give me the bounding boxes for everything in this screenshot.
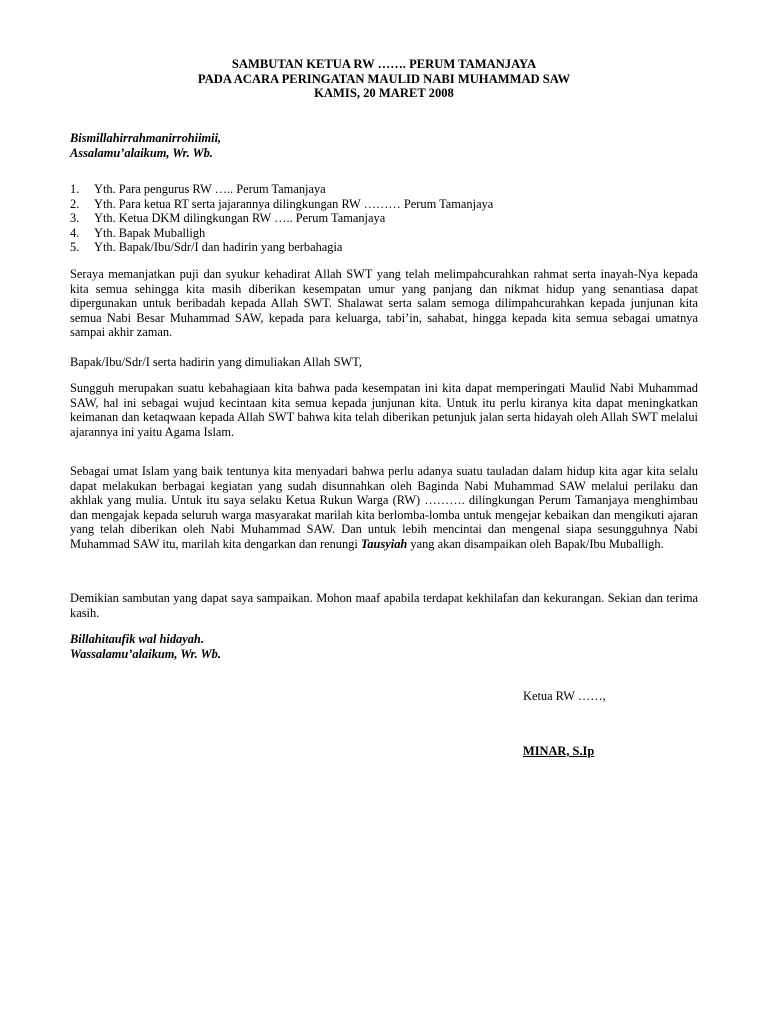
- list-number: 1.: [70, 182, 80, 196]
- list-item: [70, 211, 698, 226]
- basmalah: Bismillahirrahmanirrohiimii,: [70, 131, 222, 145]
- title-line-2: PADA ACARA PERINGATAN MAULID NABI MUHAMMAD SAW: [197, 71, 571, 86]
- list-text: Yth. Bapak Muballigh: [94, 225, 206, 240]
- paragraph-closing: Demikian sambutan yang dapat saya sampaikan. Mohon maaf apabila terdapat kekhilafan dan kekurangan. Sekian dan terima kasih.: [70, 591, 698, 620]
- paragraph-address: Bapak/Ibu/Sdr/I serta hadirin yang dimuliakan Allah SWT,: [70, 355, 362, 369]
- title-line-3: KAMIS, 20 MARET 2008: [314, 86, 454, 101]
- list-text: Yth. Ketua DKM dilingkungan RW ….. Perum Tamanjaya: [94, 211, 386, 226]
- document-title: [70, 57, 698, 101]
- list-item: [70, 197, 698, 212]
- closing-line-1: Billahitaufik wal hidayah.: [70, 632, 204, 646]
- list-text: Yth. Bapak/Ibu/Sdr/I dan hadirin yang berbahagia: [94, 240, 343, 255]
- list-number: 5.: [70, 240, 80, 255]
- salam-opening: Assalamu’alaikum, Wr. Wb.: [70, 145, 213, 160]
- title-line-1: SAMBUTAN KETUA RW ……. PERUM TAMANJAYA: [231, 57, 537, 71]
- paragraph-exhortation: [70, 464, 698, 552]
- signature-title: Ketua RW ……,: [523, 689, 606, 703]
- emphasis-tausyiah: Tausyiah: [360, 536, 408, 551]
- list-number: 4.: [70, 225, 80, 240]
- list-number: 3.: [70, 211, 80, 226]
- paragraph-maulid: Sungguh merupakan suatu kebahagiaan kita bahwa pada kesempatan ini kita dapat memperingati Maulid Nabi Muhammad SAW, hal ini sebagai wujud kecintaan kita semua kepada junjunan kita. Untuk itu perlu kiranya kita dapat meningkatkan keimanan dan ketaqwaan kepada Allah SWT bahwa kita telah diberikan petunjuk jalan serta hidayah oleh Allah SWT melalui ajarannya ini yaitu Agama Islam.: [70, 381, 698, 439]
- list-item: [70, 240, 698, 255]
- paragraph-text: Sebagai umat Islam yang baik tentunya kita menyadari bahwa perlu adanya suatu tauladan dalam hidup kita agar kita selalu dapat melakukan berbagai kegiatan yang sudah disunnahkan oleh Baginda Nabi Muhammad SAW melalui perilaku dan akhlak yang mulia. Untuk itu saya selaku Ketua Rukun Warga (RW) ………. dilingkungan Perum Tamanjaya menghimbau dan mengajak kepada seluruh warga masyarakat marilah kita berlomba-lomba untuk mengejar kebaikan dan mengikuti ajaran yang telah diberikan oleh Nabi Muhammad SAW. Dan untuk lebih mencintai dan mengenal siapa sesungguhnya Nabi Muhammad SAW itu, marilah kita dengarkan dan renungi: [70, 464, 698, 551]
- list-text: Yth. Para pengurus RW ….. Perum Tamanjaya: [94, 182, 326, 196]
- list-item: [70, 182, 698, 197]
- addressee-list: [70, 182, 698, 255]
- closing-greeting: [70, 632, 698, 661]
- paragraph-opening-praise: Seraya memanjatkan puji dan syukur kehadirat Allah SWT yang telah melimpahcurahkan rahmat serta inayah-Nya kepada kita semua sehingga kita masih diberikan kesempatan umur yang panjang dan nikmat hidup yang senantiasa dapat dipergunakan untuk beribadah kepada Allah SWT. Shalawat serta salam semoga dilimpahcurahkan kepada junjunan kita semua Nabi Besar Muhammad SAW, kepada para keluarga, tabi’in, sahabat, hingga kepada kita semua sebagai umatnya sampai akhir zaman.: [70, 267, 698, 340]
- opening-greeting: [70, 131, 698, 160]
- list-text: Yth. Para ketua RT serta jajarannya dilingkungan RW ……… Perum Tamanjaya: [94, 196, 494, 211]
- salam-closing: Wassalamu’alaikum, Wr. Wb.: [70, 646, 221, 661]
- list-number: 2.: [70, 196, 80, 211]
- signatory-name: MINAR, S.Ip: [523, 744, 595, 758]
- paragraph-text: yang akan disampaikan oleh Bapak/Ibu Muballigh.: [407, 536, 664, 551]
- list-item: [70, 226, 698, 241]
